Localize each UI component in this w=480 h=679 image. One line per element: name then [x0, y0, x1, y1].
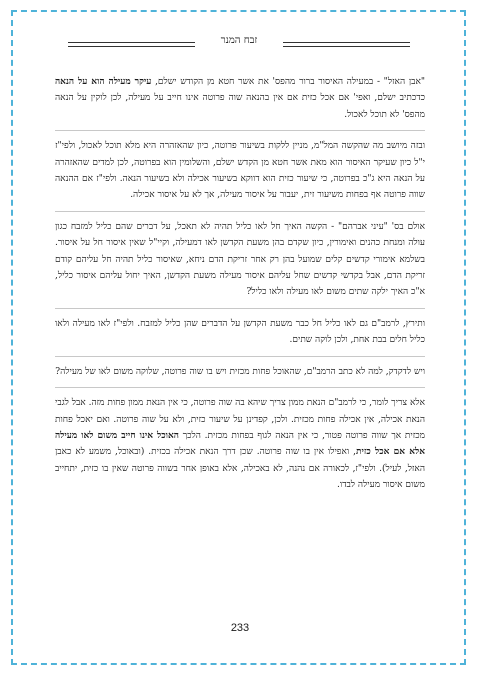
running-header	[68, 34, 410, 58]
paragraph	[55, 316, 425, 357]
header-rule-right	[283, 42, 410, 47]
text-run: אלא צריך לומר, כי לרמב"ם הנאת ממון צריך שיהא בה שוה פרוטה, כי אין הנאת ממון פחות מזה. אבל לגבי הנאת אכילה, אין אכילה פחות מכזית. ולכן, קפדינן על שיעור כזית, ולא על שוה פרוטה. ואם יאכל פחות מכזית אך שווה פרוטה פטור, כי אין הנאה לגוף בפחות מכזית. הלכך	[55, 398, 426, 441]
paragraph	[55, 74, 425, 131]
text-run: ובזה מיושב מה שהקשה המל"מ, מניין ללקות בשיעור פרוטה, כיון שהאזהרה היא מלא תוכל לאכול, ולפי"ז י"ל כיון שעיקר האיסור הוא מאת אשר חטא מן הקדש ישלם, והשלומין הוא בפרוטה, לכן למדים שהאזהרה על הנאה היא ג"כ בפרוטה, כי שיעור כזית הוא דווקא בשיעור אכילה ולא בשיעור הנאה. ולפי"ז אם ההנאה שווה פרוטה אף בפחות משיעור זית, יעבור על איסור מעילה, אך לא על איסור אכילה.	[55, 141, 425, 201]
text-run: "אבן האזל" - במעילה האיסור ברור מהפס' את אשר חטא מן הקודש ישלם,	[151, 77, 425, 87]
body-text	[55, 74, 425, 508]
paragraph	[55, 138, 425, 212]
paragraph	[55, 364, 425, 388]
text-run: אולם בס' "עיני אברהם" - הקשה האיך חל לאו כליל תהיה לא תאכל, על דברים שהם כליל למזבח כגון עולה ומנחת כהנים ואימורין, כיון שקדם בהן משעת הקדשן לאו דמעילה, וקיי"ל שאין איסור חל על איסור. בשלמא אימורי קדשים קלים שמועל בהן רק אחר זריקת הדם ניחא, שאיסור כליל תהיה חל עליהם קודם זריקת הדם, אבל בקדשי קדשים שחל עליהם איסור מעילה משעת הקדשן, האיך יחול עליהם איסור כליל, א"כ האיך ילקה שתים משום לאו מעילה ולאו כליל?	[55, 221, 425, 298]
header-rule-left	[68, 42, 195, 47]
header-title: זבח המנר	[220, 35, 258, 46]
paragraph	[55, 219, 425, 309]
text-run: , ואפילו אין בו שוה פרוטה. שכן דרך הנאת אכילה בכזית. (ובאוכל, משמע לא כאבן האזל, לעיל). ולפי"ז, לכאורה אם נהנה, לא באכילה, אלא באופן אחר בשווה פרוטה שאין בו כזית, יתחייב משום איסור מעילה לבדו.	[55, 447, 425, 491]
bold-text: האוכל אינו חייב משום לאו מעילה אלא אם אכל כזית	[55, 430, 425, 458]
text-run: כדכתיב ישלם, ואפי' אם אכל כזית אם אין בהנאה שוה פרוטה אינו חייב על מעילה, לכן לוקין על הנאה מהפס' לא תוכל לאכול.	[55, 93, 425, 120]
bold-text: עיקר מעילה הוא על הנאה	[55, 77, 152, 87]
page-number: 233	[230, 622, 250, 634]
paragraph	[55, 395, 425, 500]
text-run: ויש לדקדק, למה לא כתב הרמב"ם, שהאוכל פחות מכזית ויש בו שוה פרוטה, שלוקה משום לאו של מעילה?	[55, 366, 425, 377]
text-run: ותירץ, לרמב"ם גם לאו כליל חל כבר משעת הקדשן על הדברים שהן כליל למזבח. ולפי"ז לאו מעילה ולאו כליל חלים בבת אחת, ולכן לוקה שתים.	[55, 318, 425, 346]
